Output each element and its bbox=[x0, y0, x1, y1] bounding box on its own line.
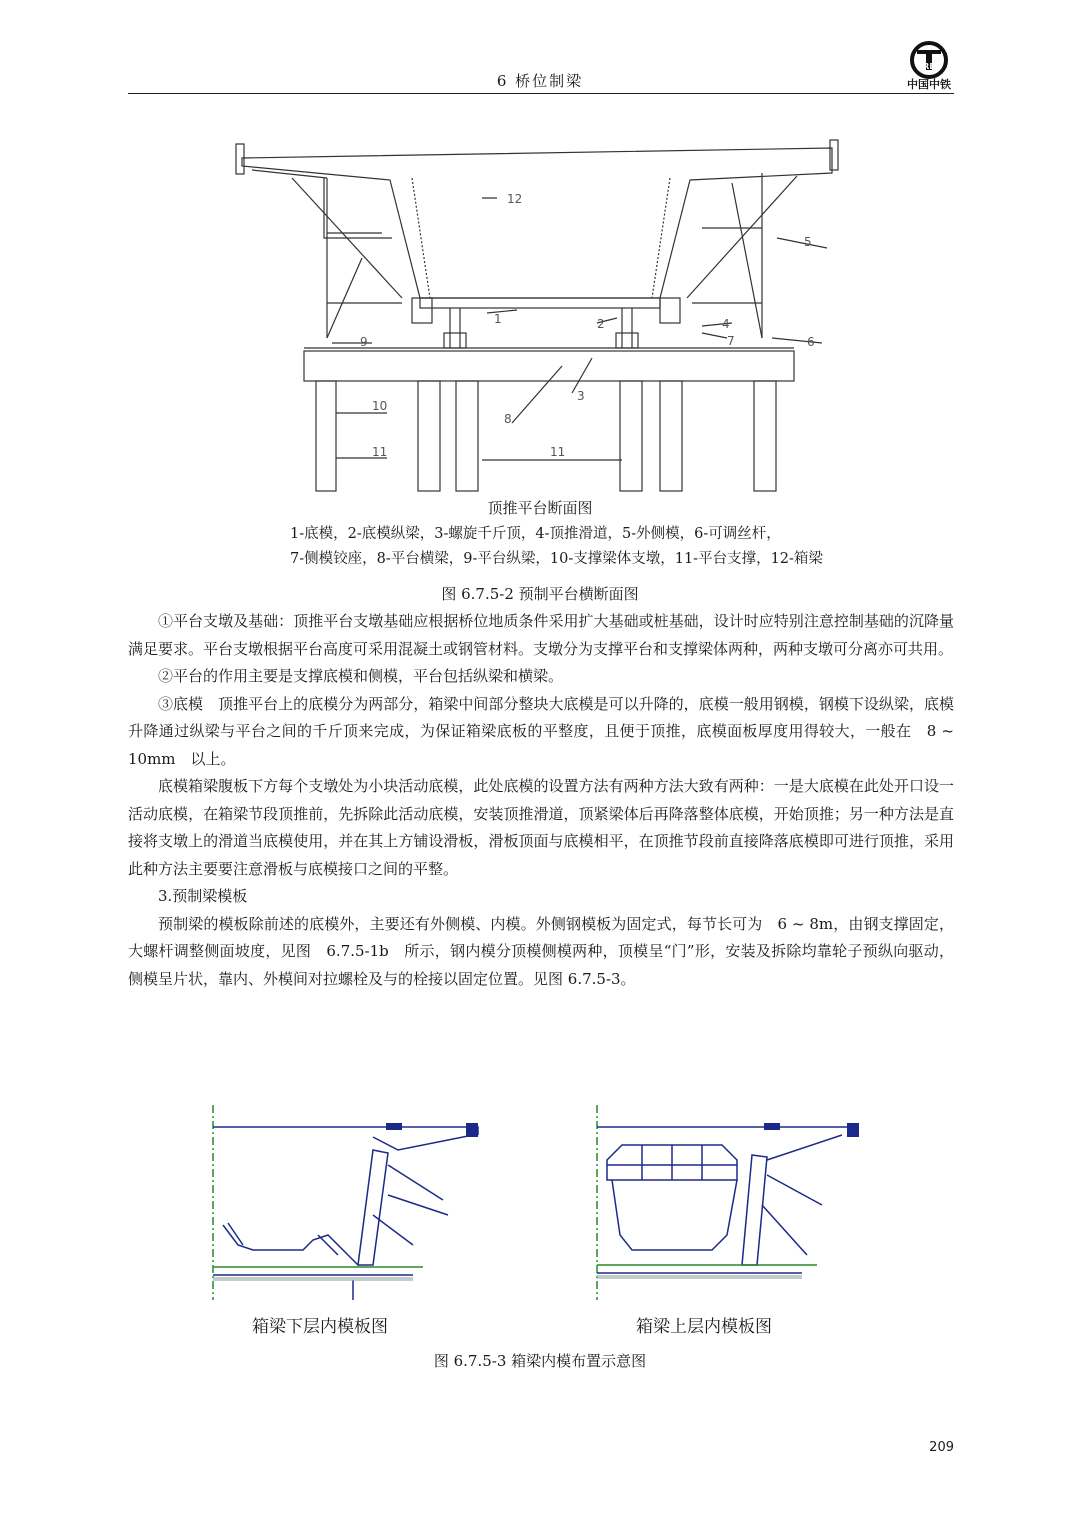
page-number: 209 bbox=[929, 1440, 954, 1455]
paragraph-precast-formwork: 预制梁的模板除前述的底模外，主要还有外侧模、内模。外侧钢模板为固定式，每节长可为 6 ~ 8m，由钢支撑固定，大螺杆调整侧面坡度，见图 6.7.5-1b 所示，钢内模分顶模侧模两种，顶模呈“门”形，安装及拆除均靠轮子预纵向驱动，侧模呈片状，靠内、外模间对拉螺栓及与的栓接以固定位置。见图 6.7.5-3。 bbox=[128, 914, 954, 988]
label-2: 2 bbox=[597, 317, 605, 331]
body-text bbox=[128, 608, 954, 993]
label-11-left: 11 bbox=[372, 445, 388, 459]
label-11-center: 11 bbox=[550, 445, 566, 459]
figure1-subcaption: 顶推平台断面图 bbox=[487, 499, 593, 517]
label-4: 4 bbox=[722, 317, 730, 331]
label-1: 1 bbox=[494, 312, 502, 326]
label-3: 3 bbox=[577, 389, 585, 403]
figure1-caption: 图 6.7.5-2 预制平台横断面图 bbox=[441, 585, 639, 603]
paragraph-movable-bottom-form: 底模箱梁腹板下方每个支墩处为小块活动底模，此处底模的设置方法有两种方法大致有两种：一是大底模在此处开口设一活动底模，在箱梁节段顶推前，先拆除此活动底模，安装顶推滑道，顶紧梁体后再降落整体底模，开始顶推；另一种方法是直接将支墩上的滑道当底模使用，并在其上方铺设滑板，滑板顶面与底模相平，在顶推节段前直接降落底模即可进行顶推，采用此种方法主要要注意滑板与底模接口之间的平整。 bbox=[128, 777, 954, 878]
label-7: 7 bbox=[727, 334, 735, 348]
upper-inner-formwork-diagram bbox=[592, 1105, 892, 1305]
label-10: 10 bbox=[372, 399, 388, 413]
figure1-legend-line2: 7-侧模铰座，8-平台横梁，9-平台纵梁，10-支撑梁体支墩，11-平台支撑，12-箱梁 bbox=[290, 551, 823, 567]
figure2-right-caption: 箱梁上层内模板图 bbox=[636, 1317, 772, 1337]
lower-inner-formwork-diagram bbox=[208, 1105, 508, 1305]
figure2-left-caption: 箱梁下层内模板图 bbox=[252, 1317, 388, 1337]
label-8: 8 bbox=[504, 412, 512, 426]
figure2-caption: 图 6.7.5-3 箱梁内模布置示意图 bbox=[433, 1352, 647, 1370]
label-12: 12 bbox=[507, 192, 523, 206]
logo-text: 中国中铁 bbox=[907, 78, 951, 91]
running-header: 6 桥位制梁 bbox=[496, 72, 584, 90]
logo-inner-text: CREC bbox=[917, 62, 941, 71]
label-6: 6 bbox=[807, 335, 815, 349]
header-rule bbox=[128, 93, 954, 94]
paragraph-platform-role: ②平台的作用主要是支撑底模和侧模，平台包括纵梁和横梁。 bbox=[158, 667, 564, 685]
paragraph-bottom-form: ③底模 顶推平台上的底模分为两部分，箱梁中间部分整块大底模是可以升降的，底模一般用钢模，钢模下设纵梁，底模升降通过纵梁与平台之间的千斤顶来完成，为保证箱梁底板的平整度，且便于顶推，底模面板厚度用得较大，一般在 8 ~ 10mm 以上。 bbox=[128, 694, 954, 768]
paragraph-platform-piers: ①平台支墩及基础：顶推平台支墩基础应根据桥位地质条件采用扩大基础或桩基础，设计时应特别注意控制基础的沉降量满足要求。平台支墩根据平台高度可采用混凝土或钢管材料。支墩分为支撑平台和支撑梁体两种，两种支墩可分离亦可共用。 bbox=[128, 612, 954, 658]
label-9: 9 bbox=[360, 335, 368, 349]
jacking-platform-cross-section-diagram bbox=[232, 138, 852, 498]
figure1-legend-line1: 1-底模，2-底模纵梁，3-螺旋千斤顶，4-顶推滑道，5-外侧模，6-可调丝杆， bbox=[290, 526, 781, 542]
label-5: 5 bbox=[804, 235, 812, 249]
section-heading-precast-formwork: 3.预制梁模板 bbox=[158, 887, 248, 905]
